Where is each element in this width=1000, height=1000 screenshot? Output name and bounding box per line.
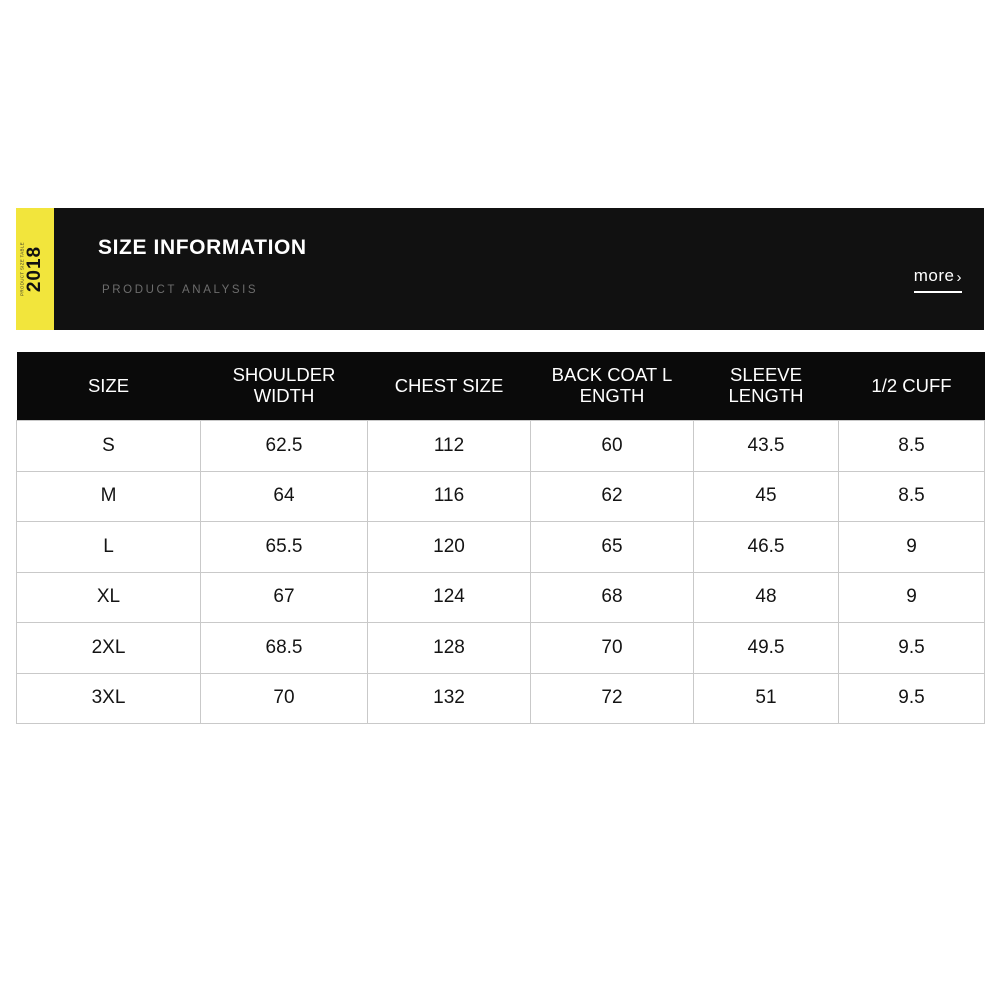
table-cell: 124	[368, 572, 531, 623]
table-cell: 62.5	[201, 421, 368, 472]
table-cell: 68.5	[201, 623, 368, 674]
table-header-cell: SLEEVE LENGTH	[694, 352, 839, 421]
table-cell: M	[17, 471, 201, 522]
table-cell: 60	[531, 421, 694, 472]
table-cell: 68	[531, 572, 694, 623]
table-row	[17, 421, 985, 472]
size-information-banner	[16, 208, 984, 330]
table-cell: 45	[694, 471, 839, 522]
table-cell: 132	[368, 673, 531, 724]
chevron-right-icon: ›	[956, 268, 962, 286]
size-table	[16, 352, 985, 724]
table-header-cell: 1/2 CUFF	[839, 352, 985, 421]
table-cell: L	[17, 522, 201, 573]
table-row	[17, 572, 985, 623]
banner-title: SIZE INFORMATION	[98, 236, 307, 259]
table-row	[17, 673, 985, 724]
table-cell: 120	[368, 522, 531, 573]
table-cell: 65	[531, 522, 694, 573]
table-header-cell: CHEST SIZE	[368, 352, 531, 421]
table-cell: 49.5	[694, 623, 839, 674]
table-cell: 9.5	[839, 673, 985, 724]
table-row	[17, 623, 985, 674]
table-cell: 3XL	[17, 673, 201, 724]
table-cell: 70	[531, 623, 694, 674]
table-cell: 43.5	[694, 421, 839, 472]
table-row	[17, 522, 985, 573]
table-row	[17, 471, 985, 522]
table-cell: 128	[368, 623, 531, 674]
table-header-cell: BACK COAT L ENGTH	[531, 352, 694, 421]
table-cell: 9	[839, 572, 985, 623]
table-cell: S	[17, 421, 201, 472]
table-cell: 9	[839, 522, 985, 573]
table-cell: 46.5	[694, 522, 839, 573]
table-cell: 8.5	[839, 421, 985, 472]
table-cell: 70	[201, 673, 368, 724]
table-header-row	[17, 352, 985, 421]
table-cell: 62	[531, 471, 694, 522]
banner-subtitle: PRODUCT ANALYSIS	[102, 284, 259, 296]
more-link-label: more	[913, 266, 955, 285]
table-cell: 9.5	[839, 623, 985, 674]
table-cell: 51	[694, 673, 839, 724]
table-cell: 48	[694, 572, 839, 623]
table-cell: XL	[17, 572, 201, 623]
year-badge-subtext: PRODUCT SIZE TABLE	[19, 242, 25, 296]
table-cell: 64	[201, 471, 368, 522]
table-header-cell: SHOULDER WIDTH	[201, 352, 368, 421]
banner-body	[54, 208, 984, 330]
table-cell: 2XL	[17, 623, 201, 674]
table-cell: 65.5	[201, 522, 368, 573]
table-cell: 67	[201, 572, 368, 623]
table-header-cell: SIZE	[17, 352, 201, 421]
year-badge-label: 2018	[24, 245, 45, 293]
table-cell: 8.5	[839, 471, 985, 522]
year-badge	[16, 208, 54, 330]
table-cell: 116	[368, 471, 531, 522]
table-cell: 72	[531, 673, 694, 724]
more-link[interactable]	[914, 266, 962, 293]
table-cell: 112	[368, 421, 531, 472]
